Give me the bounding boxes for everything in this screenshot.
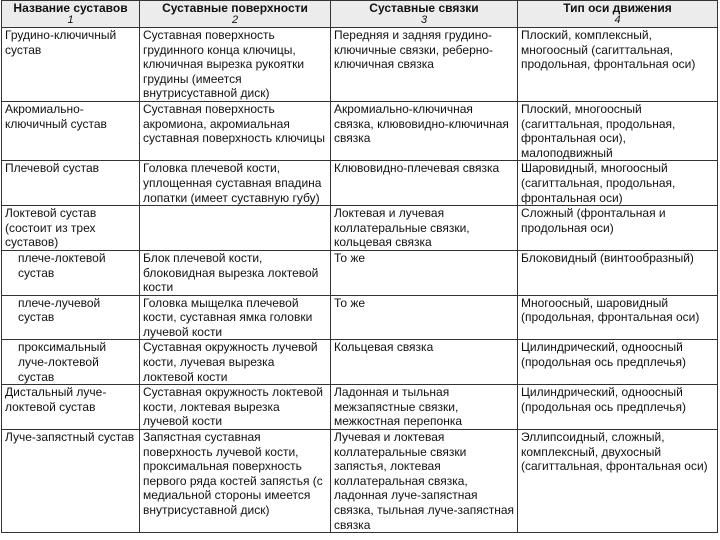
header-row <box>2 1 718 28</box>
joint-ligaments: Акромиально-ключичная связка, клювовидно-ключичная связка <box>331 101 518 160</box>
joint-name: Плечевой сустав <box>2 161 140 206</box>
header-axis <box>518 1 718 28</box>
table-row <box>2 385 718 430</box>
joint-name: плече-локтевой сустав <box>2 250 140 295</box>
joint-surfaces: Блок плечевой кости, блоковидная вырезка локтевой кости <box>140 250 331 295</box>
header-ligaments <box>331 1 518 28</box>
joint-axis: Блоковидный (винтообразный) <box>518 250 718 295</box>
joint-surfaces: Суставная окружность локтевой кости, локтевая вырезка лучевой кости <box>140 385 331 430</box>
joint-axis: Сложный (фронтальная и продольная оси) <box>518 206 718 251</box>
joint-name: Грудино-ключичный сустав <box>2 28 140 102</box>
table-row <box>2 101 718 160</box>
joint-axis: Шаровидный, многоосный (сагиттальная, продольная, фронтальная оси) <box>518 161 718 206</box>
joint-axis: Цилиндрический, одноосный (продольная ось предплечья) <box>518 385 718 430</box>
joint-ligaments: То же <box>331 295 518 340</box>
joint-axis: Многоосный, шаровидный (продольная, фронтальная оси) <box>518 295 718 340</box>
joint-ligaments: Кольцевая связка <box>331 340 518 385</box>
header-surfaces <box>140 1 331 28</box>
header-number: 3 <box>420 14 428 26</box>
table-row <box>2 28 718 102</box>
joint-ligaments: То же <box>331 250 518 295</box>
joint-surfaces <box>140 206 331 251</box>
joint-surfaces: Суставная поверхность акромиона, акромиальная суставная поверхность ключицы <box>140 101 331 160</box>
joint-ligaments: Передняя и задняя грудино-ключичные связки, реберно-ключичная связка <box>331 28 518 102</box>
joint-name: проксимальный луче-локтевой сустав <box>2 340 140 385</box>
header-title: Суставные связки <box>369 1 479 15</box>
table-row <box>2 161 718 206</box>
header-name <box>2 1 140 28</box>
joint-surfaces: Суставная окружность лучевой кости, лучевая вырезка локтевой кости <box>140 340 331 385</box>
header-number: 2 <box>231 14 239 26</box>
joint-name: плече-лучевой сустав <box>2 295 140 340</box>
joint-name: Дистальный луче-локтевой сустав <box>2 385 140 430</box>
joint-ligaments: Клювовидно-плечевая связка <box>331 161 518 206</box>
joint-ligaments: Лучевая и локтевая коллатеральные связки запястья, локтевая коллатеральная связка, ладонная луче-запястная связка, тыльная луче-запястная связка <box>331 430 518 533</box>
header-title: Суставные поверхности <box>162 1 308 15</box>
joint-name: Локтевой сустав (состоит из трех суставов) <box>2 206 140 251</box>
table-row <box>2 295 718 340</box>
joint-axis: Плоский, комплексный, многоосный (сагиттальная, продольная, фронтальная оси) <box>518 28 718 102</box>
joints-table <box>1 0 718 533</box>
joint-axis: Цилиндрический, одноосный (продольная ось предплечья) <box>518 340 718 385</box>
table-row <box>2 250 718 295</box>
joint-surfaces: Суставная поверхность грудинного конца ключицы, ключичная вырезка рукоятки грудины (имеется внутрисуставной диск) <box>140 28 331 102</box>
joint-name: Луче-запястный сустав <box>2 430 140 533</box>
joint-surfaces: Головка мыщелка плечевой кости, суставная ямка головки лучевой кости <box>140 295 331 340</box>
table-row <box>2 430 718 533</box>
joint-ligaments: Ладонная и тыльная межзапястные связки, межкостная перепонка <box>331 385 518 430</box>
table-row <box>2 340 718 385</box>
header-title: Название суставов <box>13 1 128 15</box>
joint-surfaces: Запястная суставная поверхность лучевой кости, проксимальная поверхность первого ряда костей запястья (с медиальной стороны имеется внутрисуставной диск) <box>140 430 331 533</box>
joint-ligaments: Локтевая и лучевая коллатеральные связки, кольцевая связка <box>331 206 518 251</box>
joint-surfaces: Головка плечевой кости, уплощенная суставная впадина лопатки (имеет суставную губу) <box>140 161 331 206</box>
header-number: 4 <box>614 14 621 26</box>
joint-name: Акромиально-ключичный сустав <box>2 101 140 160</box>
table-row <box>2 206 718 251</box>
joint-axis: Эллипсоидный, сложный, комплексный, двухосный (сагиттальная, фронтальная оси) <box>518 430 718 533</box>
header-title: Тип оси движения <box>563 1 672 15</box>
header-number: 1 <box>67 14 74 26</box>
joint-axis: Плоский, многоосный (сагиттальная, продольная, фронтальная оси), малоподвижный <box>518 101 718 160</box>
